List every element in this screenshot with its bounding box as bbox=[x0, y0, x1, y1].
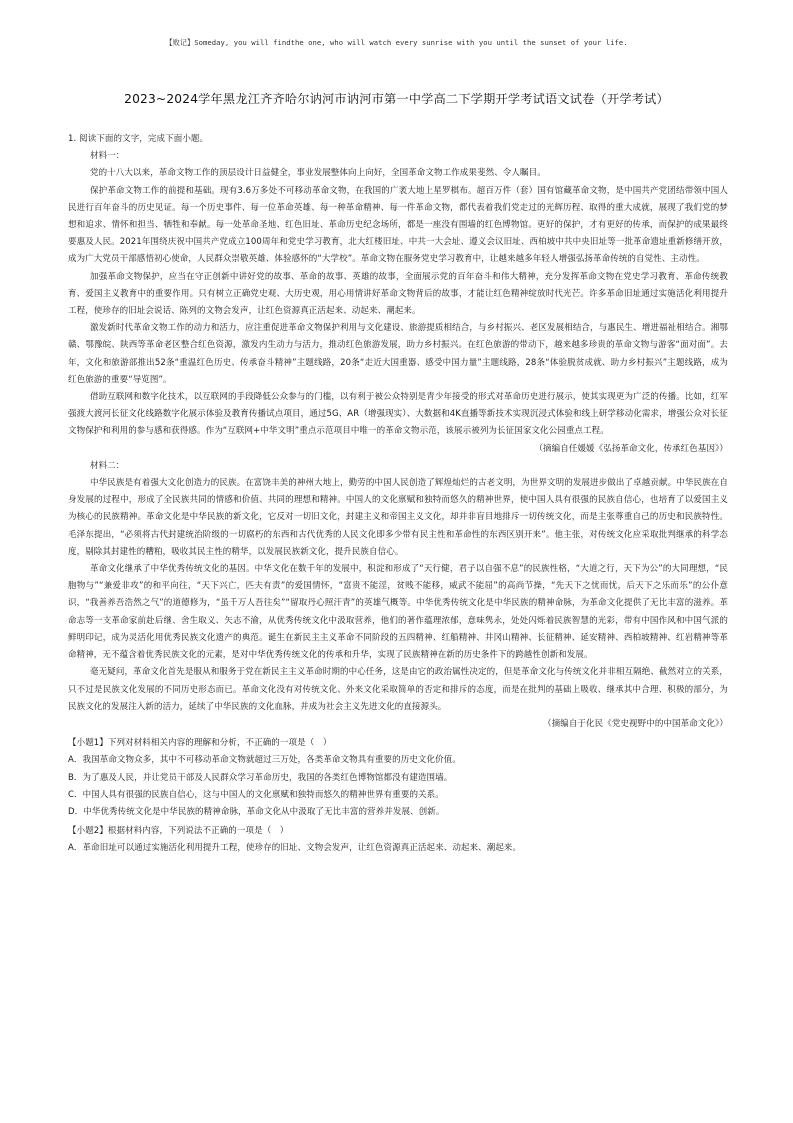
document-body bbox=[68, 131, 728, 858]
question-2-option-a: A．革命旧址可以通过实施活化利用提升工程，使珍存的旧址、文物会发声，让红色资源真正活起来、动起来、潮起来。 bbox=[68, 843, 522, 854]
question-1-option-a: A．我国革命文物众多，其中不可移动革命文物就超过三万处，各类革命文物具有重要的历史文化价值。 bbox=[68, 755, 461, 766]
material-1-paragraph: 保护革命文物工作的前提和基础。现有3.6万多处不可移动革命文物，在我国的广袤大地上星罗棋布。超百万件（套）国有馆藏革命文物，是中国共产党团结带领中国人民进行百年奋斗的历史见证。每一个历史事件、每一位革命英雄、每一种革命精神、每一件革命文物，都代表着我们党走过的光辉历程、取得的重大成就，展现了我们党的梦想和追求、情怀和担当、牺牲和奉献。每一处革命圣地、红色旧址、革命历史纪念场所，都是一座没有围墙的红色博物馆。更好的保护，才有更好的传承，而保护的成果最终要惠及人民。2021年围绕庆祝中国共产党成立100周年和党史学习教育，北大红楼旧址、中共一大会址、遵义会议旧址、西柏坡中共中央旧址等一批革命遗址重新修缮开放，成为广大党员干部感悟初心使命，人民群众崇敬英雄、体验感怀的“大学校”。革命文物在服务党史学习教育中，让越来越多年轻人增强弘扬革命传统的自觉性、主动性。 bbox=[68, 185, 728, 265]
material-1-paragraph: 借助互联网和数字化技术，以互联网的手段降低公众参与的门槛，以有利于被公众特别是青少年接受的形式对革命历史进行展示，使其实现更为广泛的传播。比如，红军强渡大渡河长征文化线路数字化展示体验及教育传播试点项目，通过5G、AR（增强现实）、大数据和4K直播等新技术实现沉浸式体验和线上研学移动化需求，增强公众对长征文物保护和利用的参与感和获得感。作为“互联网+中华文明”重点示范项目中唯一的革命文物示范，该展示被列为长征国家文化公园重点工程。 bbox=[68, 392, 728, 437]
question-2-title: 【小题2】根据材料内容，下列说法不正确的一项是（ ） bbox=[68, 826, 289, 837]
question-1-option-b: B．为了惠及人民，并让党员干部及人民群众学习革命历史，我国的各类红色博物馆都没有建造围墙。 bbox=[68, 772, 453, 783]
question-1-title: 【小题1】下列对材料相关内容的理解和分析，不正确的一项是（ ） bbox=[68, 738, 332, 749]
header-note: 【败记】Someday, you will findthe one, who will watch every sunrise with you until the sunset of your life. bbox=[165, 38, 628, 47]
material-1-paragraph: 激发新时代革命文物工作的动力和活力，应注重促进革命文物保护利用与文化建设、旅游提质相结合，与乡村振兴、老区发展相结合，与惠民生、增进福祉相结合。湘鄂赣、鄂豫皖、陕西等革命老区整合红色资源，激发内生动力与活力，推动红色旅游发展，助力乡村振兴。在红色旅游的带动下，越来越多珍贵的革命文物与游客“面对面”。去年，文化和旅游部推出52条“重温红色历史、传承奋斗精神”主题线路，20条“走近大国重器、感受中国力量”主题线路，28条“体验脱贫成就、助力乡村振兴”主题线路，成为红色旅游的重要“导览图”。 bbox=[68, 323, 728, 385]
question-1-option-d: D．中华优秀传统文化是中华民族的精神命脉，革命文化从中汲取了无比丰富的营养并发展、创新。 bbox=[68, 806, 445, 817]
material-1-label: 材料一： bbox=[90, 151, 125, 162]
material-1-paragraph: 加强革命文物保护，应当在守正创新中讲好党的故事、革命的故事、英雄的故事，全面展示党的百年奋斗和伟大精神，充分发挥革命文物在党史学习教育、革命传统教育、爱国主义教育中的重要作用。只有树立正确党史观、大历史观，用心用情讲好革命文物背后的故事，才能让红色精神绽放时代光芒。许多革命旧址通过实施活化利用提升工程，使珍存的旧址会说话、陈列的文物会发声，让红色资源真正活起来、动起来、潮起来。 bbox=[68, 271, 728, 317]
material-2-paragraph: 中华民族是有着强大文化创造力的民族。在富饶丰美的神州大地上，勤劳的中国人民创造了辉煌灿烂的古老文明，为世界文明的发展进步做出了卓越贡献。中华民族在自身发展的过程中，形成了全民族共同的情感和价值、共同的理想和精神。中国人的文化禀赋和独特而悠久的精神世界，使中国人具有很强的民族自信心，也培育了以爱国主义为核心的民族精神。革命文化是中华民族的新文化，它反对一切旧文化，封建主义和帝国主义文化，却并非盲目地排斥一切传统文化，而是主张尊重自己的历史和民族特性。毛泽东提出，“必须将古代封建统治阶级的一切腐朽的东西和古代优秀的人民文化即多少带有民主性和革命性的东西区别开来”。他主张，对传统文化应采取批判继承的科学态度，剔除其封建性的糟粕，吸收其民主性的精华，以发展民族新文化，提升民族自信心。 bbox=[68, 478, 728, 557]
material-1-source: （摘编自任媛媛《弘扬革命文化，传承红色基因》） bbox=[534, 443, 728, 454]
material-1-paragraph: 党的十八大以来，革命文物工作的顶层设计日益健全，事业发展整体向上向好，全国革命文物工作成果斐然、令人瞩目。 bbox=[90, 168, 546, 179]
question-1-option-c: C．中国人具有很强的民族自信心，这与中国人的文化禀赋和独特而悠久的精神世界有重要的关系。 bbox=[68, 789, 444, 800]
material-2-paragraph: 革命文化继承了中华优秀传统文化的基因。中华文化在数千年的发展中，积淀和形成了“天行健，君子以自强不息”的民族性格，“大道之行，天下为公”的大同理想，“民胞物与”“兼爱非攻”的和平向往，“天下兴亡，匹夫有责”的爱国情怀，“富贵不能淫，贫贱不能移，威武不能屈”的高尚节操，“先天下之忧而忧，后天下之乐而乐”的公仆意识，“我善养吾浩然之气”的道德修为，“虽千万人吾往矣”“留取丹心照汗青”的英雄气概等。中华优秀传统文化是中华民族的精神命脉，为革命文化提供了无比丰富的滋养。革命志等一支革命家前赴后继、舍生取义、矢志不渝，从优秀传统文化中汲取营养，他们的著作蕴理浓郁，意味隽永，处处闪烁着民族智慧的光彩，带有中国作风和中国气派的鲜明印记，成为灵活化用优秀民族文化遗产的典范。诞生在新民主主义革命不同阶段的五四精神、红船精神、井冈山精神、长征精神、延安精神、西柏坡精神、红岩精神等革命精神，无不蕴含着优秀民族文化的元素，是对中华优秀传统文化的传承和升华，实现了民族精神在新的历史条件下的跨越性创新和发展。 bbox=[68, 564, 728, 661]
page-title: 2023~2024学年黑龙江齐齐哈尔讷河市讷河市第一中学高二下学期开学考试语文试卷（开学考试） bbox=[124, 92, 669, 106]
material-2-source: （摘编自于化民《党史视野中的中国革命文化》） bbox=[543, 718, 728, 729]
material-2-label: 材料二： bbox=[90, 460, 125, 471]
question-intro: 1. 阅读下面的文字，完成下面小题。 bbox=[68, 134, 209, 144]
material-2-paragraph: 毫无疑问，革命文化首先是服从和服务于党在新民主主义革命时期的中心任务，这是由它的政治属性决定的，但是革命文化与传统文化并非相互隔绝、截然对立的关系，只不过是民族文化发展的不同历史形态而已。革命文化没有对传统文化、外来文化采取简单的否定和排斥的态度，而是在批判的基础上吸收、继承其中合理、积极的部分，为民族文化的发展注入新的活力，延续了中华民族的文化血脉，并成为社会主义先进文化的直接源头。 bbox=[68, 667, 728, 712]
